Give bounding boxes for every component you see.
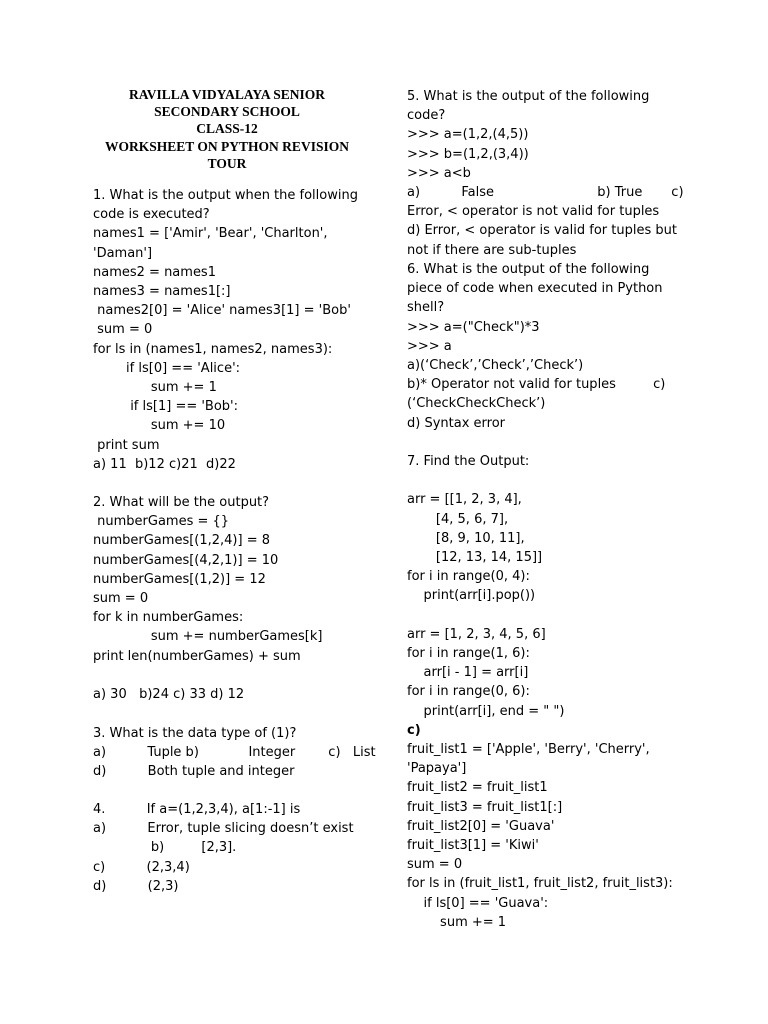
question-2-line: 2. What will be the output? xyxy=(93,495,270,510)
question-5-line: >>> a<b xyxy=(407,165,471,181)
question-2-line: numberGames[(4,2,1)] = 10 xyxy=(93,552,279,568)
question-7-line: for i in range(0, 6): xyxy=(407,684,530,700)
question-1-line: names2[0] = 'Alice' names3[1] = 'Bob' xyxy=(93,303,351,319)
question-7-line: [12, 13, 14, 15]] xyxy=(407,550,543,565)
code-line: fruit_list3 = fruit_list1[:] xyxy=(407,799,563,815)
question-1-line: 'Daman'] xyxy=(93,245,153,261)
question-4-line: 4. If a=(1,2,3,4), a[1:-1] is xyxy=(93,802,301,817)
question-5-line: a) False b) True c) xyxy=(407,185,684,200)
code-line: fruit_list3[1] = 'Kiwi' xyxy=(407,838,539,853)
title-line: SECONDARY SCHOOL xyxy=(154,104,300,120)
question-7-line: for i in range(0, 4): xyxy=(407,569,530,585)
code-line: fruit_list2 = fruit_list1 xyxy=(407,780,548,796)
code-line: fruit_list2[0] = 'Guava' xyxy=(407,818,555,834)
question-1-line: sum = 0 xyxy=(93,322,153,338)
question-6-line: >>> a xyxy=(407,338,452,354)
question-5-line: 5. What is the output of the following xyxy=(407,89,650,104)
question-4-line: c) (2,3,4) xyxy=(93,859,190,875)
title-line: WORKSHEET ON PYTHON REVISION xyxy=(105,138,349,154)
question-1-line: a) 11 b)12 c)21 d)22 xyxy=(93,456,236,472)
question-5-line: code? xyxy=(407,108,446,124)
question-2-line: for k in numberGames: xyxy=(93,610,244,626)
question-7-line: arr = [[1, 2, 3, 4], xyxy=(407,492,522,508)
question-6-line: a)(‘Check’,’Check’,’Check’) xyxy=(407,358,584,373)
question-6-line: (‘CheckCheckCheck’) xyxy=(407,396,546,412)
code-line: 'Papaya'] xyxy=(407,761,467,777)
question-3-line: a) Tuple b) Integer c) List xyxy=(93,745,376,761)
title-line: TOUR xyxy=(207,155,247,171)
question-2-line: a) 30 b)24 c) 33 d) 12 xyxy=(93,687,245,702)
question-1-line: code is executed? xyxy=(93,207,210,223)
question-1-line: sum += 1 xyxy=(93,380,217,395)
question-1-line: names3 = names1[:] xyxy=(93,284,231,299)
title-line: RAVILLA VIDYALAYA SENIOR xyxy=(128,87,326,102)
question-5-line: >>> b=(1,2,(3,4)) xyxy=(407,146,529,162)
question-5-line: Error, < operator is not valid for tuples xyxy=(407,204,660,220)
code-line: sum = 0 xyxy=(407,857,463,873)
code-line: if ls[0] == 'Guava': xyxy=(407,895,549,911)
question-5-line: d) Error, < operator is valid for tuples but xyxy=(407,223,677,239)
question-6-line: 6. What is the output of the following xyxy=(407,262,650,277)
question-1-line: sum += 10 xyxy=(93,418,226,434)
code-line: for ls in (fruit_list1, fruit_list2, fruit_list3): xyxy=(407,876,673,892)
question-7-line: print(arr[i], end = " ") xyxy=(407,703,565,719)
question-4-line: d) (2,3) xyxy=(93,878,179,894)
question-3-line: 3. What is the data type of (1)? xyxy=(93,726,297,741)
question-7-line: for i in range(1, 6): xyxy=(407,646,530,661)
question-7-line: 7. Find the Output: xyxy=(407,454,530,469)
code-line: fruit_list1 = ['Apple', 'Berry', 'Cherry', xyxy=(407,742,650,757)
question-1-line: print sum xyxy=(93,437,160,453)
question-7-line: print(arr[i].pop()) xyxy=(407,588,536,604)
question-7-line: arr[i - 1] = arr[i] xyxy=(407,665,529,681)
question-2-line: sum += numberGames[k] xyxy=(93,629,323,645)
question-6-line: d) Syntax error xyxy=(407,415,506,431)
question-1-line: names1 = ['Amir', 'Bear', 'Charlton', xyxy=(93,226,328,242)
question-2-line: sum = 0 xyxy=(93,591,149,606)
question-1-line: names2 = names1 xyxy=(93,264,216,280)
question-4-line: a) Error, tuple slicing doesn’t exist xyxy=(93,821,354,837)
question-1-line: if ls[1] == 'Bob': xyxy=(93,399,239,415)
question-1-line: 1. What is the output when the following xyxy=(93,188,358,203)
option-c-label: c) xyxy=(407,723,421,738)
question-6-line: piece of code when executed in Python xyxy=(407,281,663,297)
question-5-line: >>> a=(1,2,(4,5)) xyxy=(407,127,529,143)
question-6-line: shell? xyxy=(407,300,445,316)
question-1-line: if ls[0] == 'Alice': xyxy=(93,360,241,376)
question-1-line: for ls in (names1, names2, names3): xyxy=(93,341,333,357)
question-3-line: d) Both tuple and integer xyxy=(93,764,295,780)
question-6-line: b)* Operator not valid for tuples c) xyxy=(407,377,666,393)
question-5-line: not if there are sub-tuples xyxy=(407,242,577,258)
question-6-line: >>> a=("Check")*3 xyxy=(407,319,540,335)
question-4-line: b) [2,3]. xyxy=(93,840,237,856)
worksheet-title xyxy=(93,86,361,172)
question-2-line: numberGames[(1,2,4)] = 8 xyxy=(93,533,271,549)
question-7-line: [8, 9, 10, 11], xyxy=(407,530,525,546)
code-line: sum += 1 xyxy=(407,914,507,930)
question-2-line: numberGames[(1,2)] = 12 xyxy=(93,571,266,587)
question-7-line: arr = [1, 2, 3, 4, 5, 6] xyxy=(407,626,546,642)
question-2-line: print len(numberGames) + sum xyxy=(93,648,301,664)
title-line: CLASS-12 xyxy=(196,121,258,137)
question-7-line: [4, 5, 6, 7], xyxy=(407,511,509,527)
question-2-line: numberGames = {} xyxy=(93,514,230,530)
